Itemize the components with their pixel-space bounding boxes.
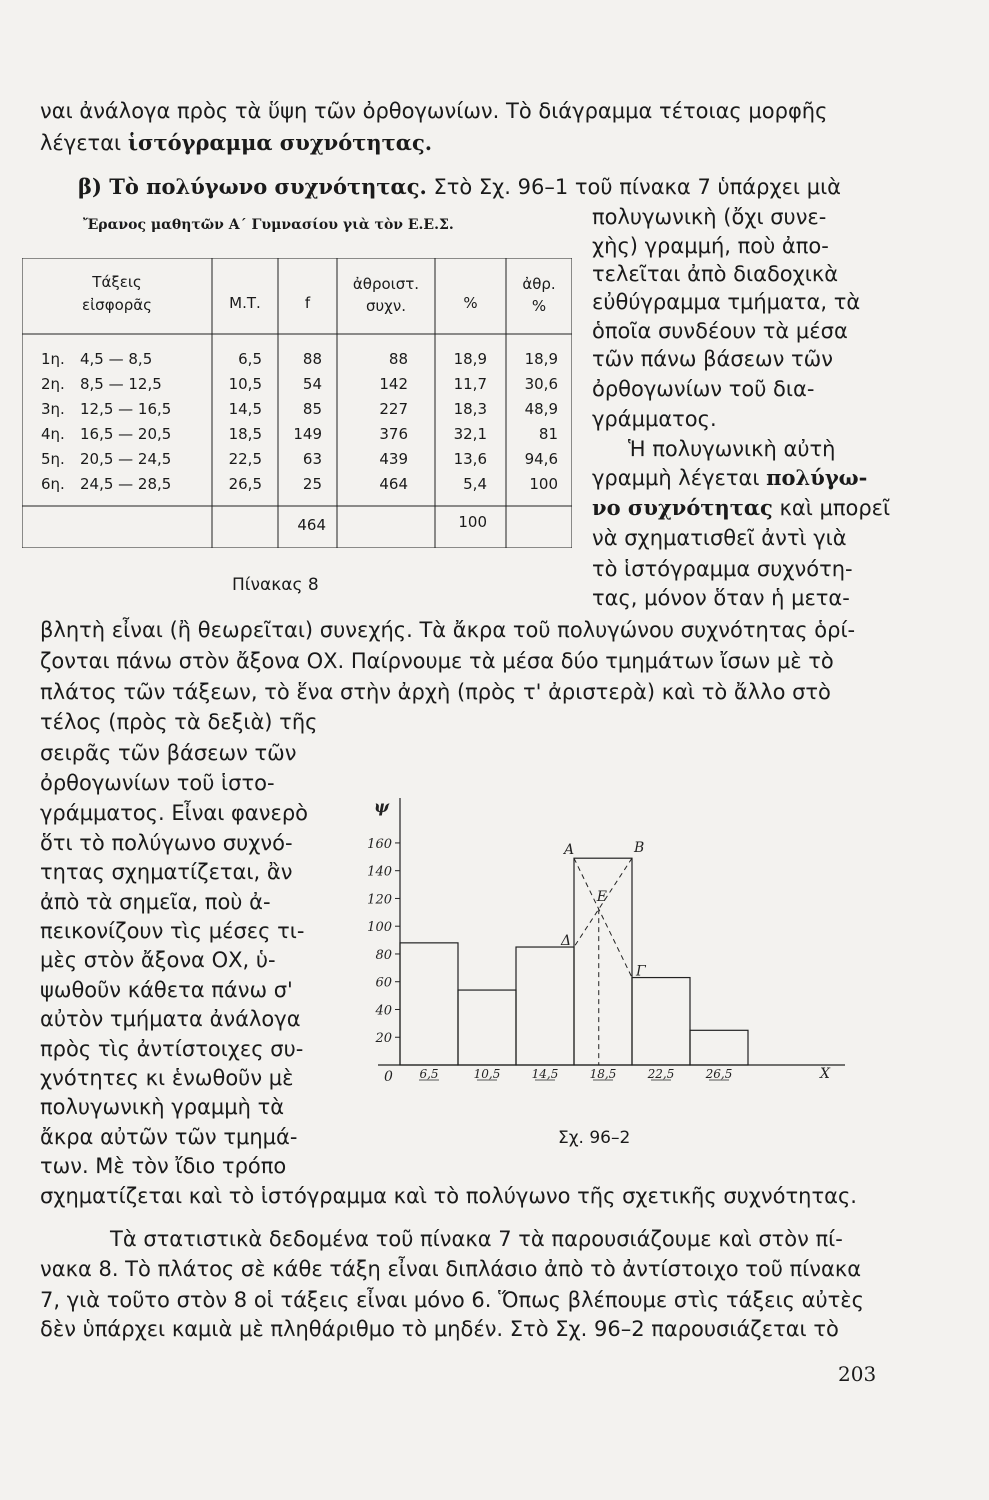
text-line: ψωθοῦν κάθετα πάνω σ' [40, 978, 293, 1002]
row-index: 3η. [41, 400, 65, 418]
total-f: 464 [297, 516, 326, 534]
text-line: τας, μόνον ὅταν ἡ μετα- [592, 586, 850, 610]
text-line: εὐθύγραμμα τμήματα, τὰ [592, 290, 861, 314]
row-cumpct: 18,9 [524, 350, 558, 368]
text-line: ὅτι τὸ πολύγωνο συχνό- [40, 831, 293, 855]
text-line: τῶν πάνω βάσεων τῶν [592, 347, 833, 371]
text-line: χὴς) γραμμή, ποὺ ἀπο- [592, 234, 829, 258]
x-tick-label: 10,5 [473, 1067, 501, 1081]
x-axis-label: X [820, 1066, 830, 1082]
row-range: 20,5 — 24,5 [80, 450, 172, 468]
text-line: ἀπὸ τὰ σημεῖα, ποὺ ἀ- [40, 890, 271, 914]
header-classes: Τάξεις [92, 273, 142, 291]
y-tick-label: 100 [367, 920, 392, 936]
row-pct: 18,3 [453, 400, 487, 418]
row-pct: 13,6 [453, 450, 487, 468]
text-line: των. Μὲ τὸν ἴδιο τρόπο [40, 1154, 287, 1178]
row-index: 1η. [41, 350, 65, 368]
row-range: 12,5 — 16,5 [80, 400, 172, 418]
x-tick-label: 26,5 [705, 1067, 733, 1081]
row-f: 85 [302, 400, 322, 418]
origin-label: 0 [384, 1069, 393, 1085]
row-index: 6η. [41, 475, 65, 493]
text-line: ζονται πάνω στὸν ἄξονα ΟΧ. Παίρνουμε τὰ μέσα δύο τμημάτων ἴσων μὲ τὸ [40, 649, 834, 673]
row-f: 25 [302, 475, 322, 493]
header-cumulative: συχν. [366, 297, 406, 315]
x-tick-label: 22,5 [647, 1067, 675, 1081]
y-tick-label: 140 [367, 864, 392, 880]
y-tick-label: 80 [375, 947, 392, 963]
text-line: βλητὴ εἶναι (ἢ θεωρεῖται) συνεχής. Τὰ ἄκρα τοῦ πολυγώνου συχνότητας ὁρί- [40, 618, 856, 642]
text-line: ὀρθογωνίων τοῦ ἱστο- [40, 771, 275, 795]
text-line: πολυγωνικὴ (ὄχι συνε- [592, 205, 827, 229]
row-cum: 464 [379, 475, 408, 493]
y-tick-label: 40 [375, 1003, 392, 1019]
point-label-D: Δ [561, 933, 572, 950]
row-f: 54 [302, 375, 322, 393]
frequency-table [22, 258, 572, 548]
row-f: 149 [293, 425, 322, 443]
histogram-bar [516, 947, 574, 1065]
total-pct: 100 [458, 513, 487, 531]
row-cum: 376 [379, 425, 408, 443]
row-cumpct: 30,6 [524, 375, 558, 393]
text-line: τέλος (πρὸς τὰ δεξιὰ) τῆς [40, 710, 318, 734]
header-f: f [304, 294, 311, 312]
text-line: Τὰ στατιστικὰ δεδομένα τοῦ πίνακα 7 τὰ παρουσιάζουμε καὶ στὸν πί- [110, 1227, 843, 1251]
row-mt: 10,5 [228, 375, 262, 393]
row-index: 2η. [41, 375, 65, 393]
text-line: 7, γιὰ τοῦτο στὸν 8 οἱ τάξεις εἶναι μόνο 6. Ὅπως βλέπουμε στὶς τάξεις αὐτὲς [40, 1288, 864, 1312]
row-cumpct: 100 [529, 475, 558, 493]
text-line: τὸ ἱστόγραμμα συχνότη- [592, 557, 853, 581]
point-label-A: Α [564, 842, 575, 859]
histogram-bar [400, 943, 458, 1065]
construction-line-AG [574, 858, 632, 977]
row-pct: 18,9 [453, 350, 487, 368]
text-line: Ἡ πολυγωνικὴ αὐτὴ [628, 437, 836, 461]
y-tick-label: 160 [367, 836, 392, 852]
header-percent: % [463, 294, 478, 312]
header-cum-percent: % [531, 297, 547, 315]
y-tick-label: 120 [367, 892, 392, 908]
histogram-bar [458, 990, 516, 1065]
text-line: πλάτος τῶν τάξεων, τὸ ἕνα στὴν ἀρχὴ (πρὸς τ' ἀριστερὰ) καὶ τὸ ἄλλο στὸ [40, 680, 831, 704]
y-axis-label: ψ [374, 797, 390, 816]
text-line: ναι ἀνάλογα πρὸς τὰ ὕψη τῶν ὀρθογωνίων. Τὸ διάγραμμα τέτοιας μορφῆς [40, 99, 828, 123]
row-range: 16,5 — 20,5 [80, 425, 172, 443]
text-line: σειρᾶς τῶν βάσεων τῶν [40, 741, 297, 765]
text-line: νὰ σχηματισθεῖ ἀντὶ γιὰ [592, 526, 847, 550]
point-label-B: Β [634, 840, 645, 857]
row-mt: 26,5 [228, 475, 262, 493]
row-range: 4,5 — 8,5 [80, 350, 153, 368]
row-mt: 14,5 [228, 400, 262, 418]
table-label: Πίνακας 8 [232, 575, 319, 595]
text-line: πεικονίζουν τὶς μέσες τι- [40, 919, 305, 943]
text-line: τητας σχηματίζεται, ἂν [40, 860, 293, 884]
row-index: 5η. [41, 450, 65, 468]
text-line: ὀρθογωνίων τοῦ δια- [592, 377, 815, 401]
row-cumpct: 94,6 [524, 450, 558, 468]
text-line: σχηματίζεται καὶ τὸ ἱστόγραμμα καὶ τὸ πολύγωνο τῆς σχετικῆς συχνότητας. [40, 1184, 857, 1208]
histogram-bar [690, 1030, 748, 1065]
x-tick-label: 14,5 [531, 1067, 559, 1081]
row-f: 88 [302, 350, 322, 368]
row-cum: 142 [379, 375, 408, 393]
text-line: πρὸς τὶς ἀντίστοιχες συ- [40, 1037, 304, 1061]
row-pct: 11,7 [453, 375, 487, 393]
page-number: 203 [838, 1362, 877, 1386]
point-label-E: Ε [596, 889, 607, 906]
text-line: γράμματος. [592, 407, 717, 431]
y-tick-label: 60 [375, 975, 392, 991]
text-line: χνότητες κι ἑνωθοῦν μὲ [40, 1066, 294, 1090]
row-f: 63 [302, 450, 322, 468]
row-mt: 22,5 [228, 450, 262, 468]
y-tick-label: 20 [375, 1031, 392, 1047]
row-cumpct: 81 [538, 425, 558, 443]
row-cum: 227 [379, 400, 408, 418]
text-line: δὲν ὑπάρχει καμιὰ μὲ πληθάριθμο τὸ μηδέν. Στὸ Σχ. 96–2 παρουσιάζεται τὸ [40, 1317, 839, 1341]
row-mt: 18,5 [228, 425, 262, 443]
section-heading: β) Τὸ πολύγωνο συχνότητας. Στὸ Σχ. 96–1 τοῦ πίνακα 7 ὑπάρχει μιὰ [78, 174, 842, 199]
row-cum: 439 [379, 450, 408, 468]
row-mt: 6,5 [238, 350, 262, 368]
histogram-figure [340, 790, 860, 1090]
row-pct: 32,1 [453, 425, 487, 443]
text-line: μὲς στὸν ἄξονα ΟΧ, ὑ- [40, 948, 276, 972]
text-line: πολυγωνικὴ γραμμὴ τὰ [40, 1095, 285, 1119]
header-cum-percent: ἀθρ. [522, 275, 556, 293]
row-cum: 88 [388, 350, 408, 368]
text-line: λέγεται ἱστόγραμμα συχνότητας. [40, 130, 433, 155]
text-line: ὁποῖα συνδέουν τὰ μέσα [592, 319, 848, 343]
term-histogram: ἱστόγραμμα συχνότητας. [127, 130, 433, 155]
x-tick-label: 18,5 [589, 1067, 617, 1081]
text-line: γράμματος. Εἶναι φανερὸ [40, 801, 309, 825]
text-line: γραμμὴ λέγεται πολύγω- [592, 465, 868, 490]
text-line: τελεῖται ἀπὸ διαδοχικὰ [592, 262, 839, 286]
row-range: 8,5 — 12,5 [80, 375, 162, 393]
text-line: ἄκρα αὐτῶν τῶν τμημά- [40, 1125, 298, 1149]
histogram-bar [632, 978, 690, 1065]
row-index: 4η. [41, 425, 65, 443]
header-cumulative: ἀθροιστ. [352, 275, 420, 293]
text-line: αὐτὸν τμήματα ἀνάλογα [40, 1007, 301, 1031]
x-tick-label: 6,5 [419, 1067, 439, 1081]
row-range: 24,5 — 28,5 [80, 475, 172, 493]
row-pct: 5,4 [463, 475, 487, 493]
text-line: νο συχνότητας καὶ μπορεῖ [592, 495, 891, 520]
header-mt: Μ.Τ. [229, 294, 261, 312]
row-cumpct: 48,9 [524, 400, 558, 418]
point-label-G: Γ [636, 963, 646, 980]
header-classes: εἰσφορᾶς [82, 296, 152, 314]
text-line: νακα 8. Τὸ πλάτος σὲ κάθε τάξη εἶναι διπλάσιο ἀπὸ τὸ ἀντίστοιχο τοῦ πίνακα [40, 1257, 862, 1281]
table-caption: Ἔρανος μαθητῶν Α΄ Γυμνασίου γιὰ τὸν Ε.Ε.Σ. [83, 217, 454, 233]
figure-label: Σχ. 96–2 [558, 1128, 631, 1148]
